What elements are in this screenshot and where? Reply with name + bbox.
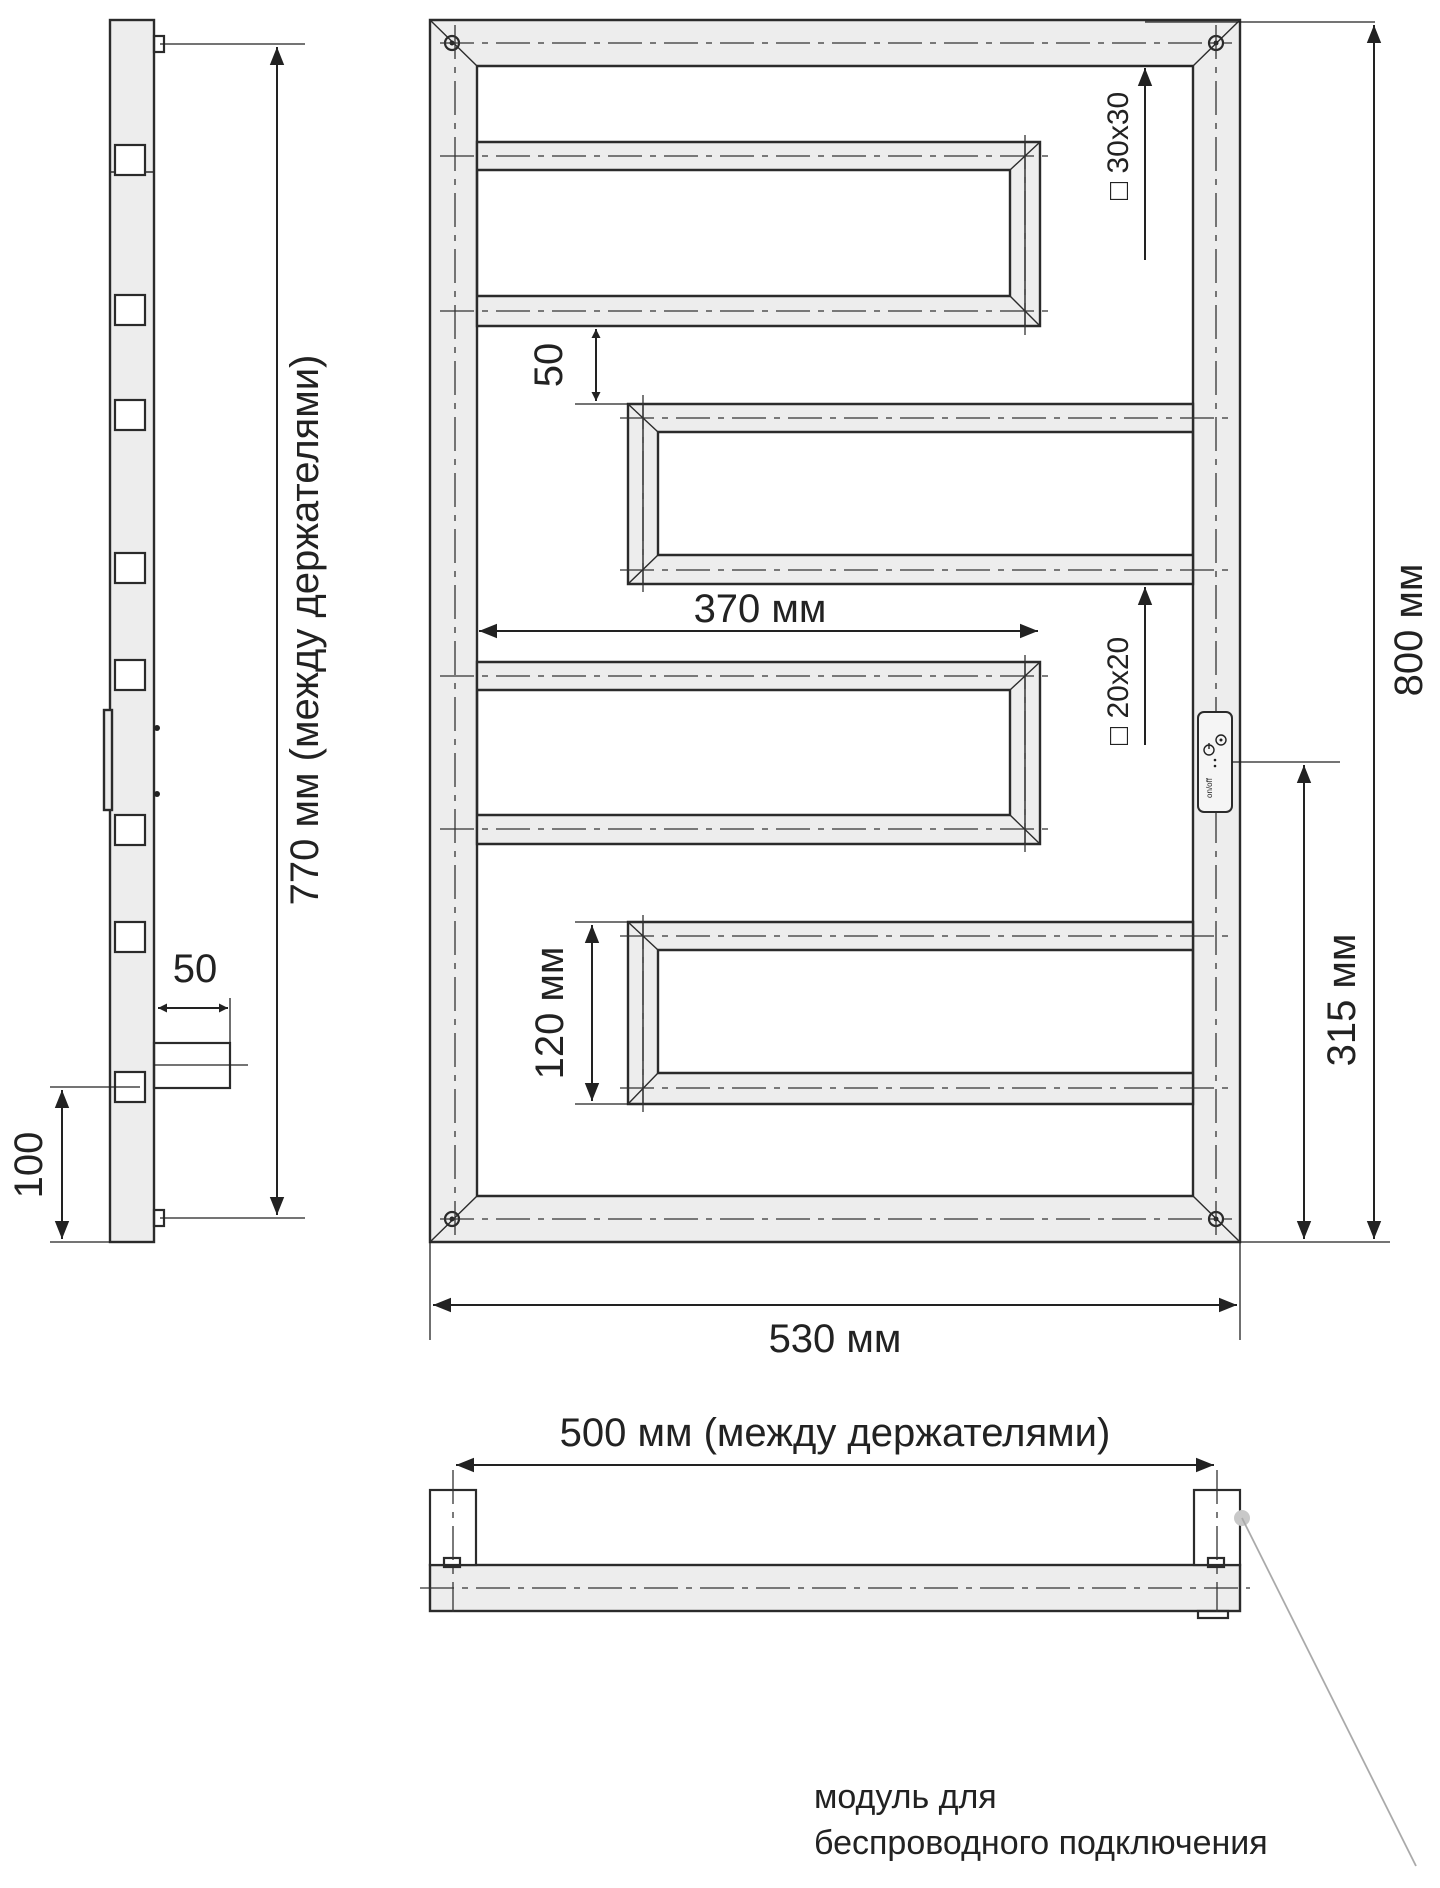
top-holder-distance-label: 500 мм (между держателями): [559, 1411, 1111, 1455]
side-holder-distance-label: 770 мм (между держателями): [283, 354, 327, 906]
callout-line-2: беспроводного подключения: [814, 1824, 1268, 1862]
rail-loop-1: [477, 142, 1040, 326]
control-module[interactable]: [1198, 712, 1232, 812]
height-label: 800 мм: [1387, 563, 1431, 697]
rail-loop-2: [628, 404, 1193, 584]
tube-outer-label: □ 30x30: [1102, 91, 1135, 200]
side-bottom-label: 100: [7, 1131, 51, 1199]
rail-loop-3: [477, 662, 1040, 844]
width-label: 530 мм: [768, 1317, 902, 1361]
tube-inner-label: □ 20x20: [1102, 636, 1135, 745]
rail-loop-4: [628, 922, 1193, 1104]
callout-line-1: модуль для: [814, 1778, 997, 1816]
front-view: [430, 20, 1431, 1361]
side-view: [7, 20, 327, 1242]
module-height-label: 315 мм: [1320, 933, 1364, 1067]
side-offset-label: 50: [172, 947, 218, 991]
rail-length-label: 370 мм: [693, 587, 827, 631]
loop-height-label: 120 мм: [528, 946, 572, 1080]
side-view-frame: [110, 20, 154, 1242]
gap-label: 50: [527, 342, 571, 388]
control-module-body[interactable]: [1198, 712, 1232, 812]
control-on-off-label: on/off: [1205, 778, 1214, 798]
top-view: [420, 1411, 1416, 1866]
callout-leader: [1242, 1518, 1416, 1866]
